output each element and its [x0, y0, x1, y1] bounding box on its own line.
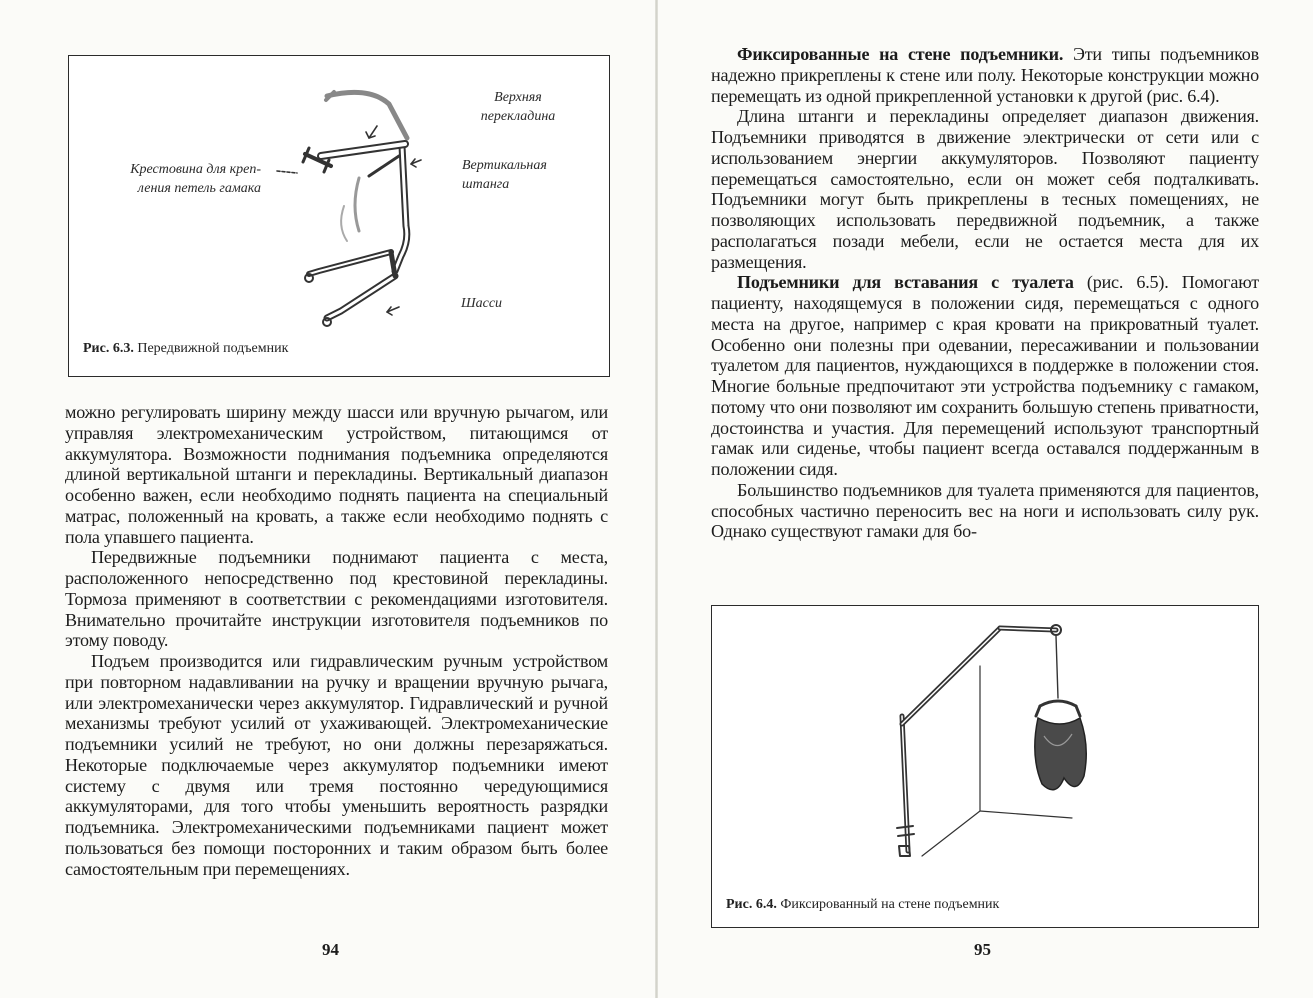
label-chassis: Шасси — [461, 296, 503, 311]
label-top-bar — [464, 88, 572, 126]
wall-lift-illustration — [712, 606, 1258, 927]
right-body-text — [711, 44, 1259, 542]
paragraph — [711, 44, 1259, 106]
paragraph-body: Большинство подъемников для туалета применяются для пациентов, способных частично переносить вес на ноги и использовать силу рук. Однако существуют гамаки для бо- — [711, 479, 1259, 542]
label-top-bar-line1: Верхняя — [494, 90, 542, 105]
caption-label: Рис. 6.4. — [726, 897, 777, 912]
caption-label: Рис. 6.3. — [83, 341, 134, 356]
page-number: 94 — [322, 940, 339, 959]
figure-caption — [83, 341, 288, 357]
paragraph — [711, 106, 1259, 272]
right-page — [658, 0, 1313, 998]
label-vertical-bar — [462, 156, 592, 194]
left-page — [0, 0, 655, 998]
label-top-bar-line2: перекладина — [480, 109, 556, 124]
caption-text: Передвижной подъемник — [137, 341, 289, 356]
paragraph: можно регулировать ширину между шасси или вручную рычагом, или управляя электромеханическим устройством, питающимся от аккумулятора. Возможности поднимания подъемника определяются длиной вертикальной штанги и перекладины. Вертикальный диапазон особенно важен, если необходимо поднять пациента на специальный матрас, положенный на кровать, а также если необходимо поднять с пола упавшего пациента. — [65, 402, 608, 547]
paragraph-body: (рис. 6.5). Помогают пациенту, находящемуся в положении сидя, перемещаться с одного места на другое, например с края кровати на прикроватный туалет. Особенно они полезны при одевании, пересаживании и пользовании туалетом для пациентов, нуждающихся в поддержке в положении стоя. Многие больные предпочитают эти устройства подъемнику с гамаком, потому что они позволяют им сохранить большую степень приватности, достоинства и участия. Для перемещений используют транспортный гамак или сиденье, чтобы пациент всегда оставался поддержанным в положении сидя. — [711, 272, 1259, 479]
paragraph: Передвижные подъемники поднимают пациента с места, расположенного непосредственно под крестовиной перекладины. Тормоза применяют в соответствии с рекомендациями изготовителя. Внимательно прочитайте инструкции изготовителя подъемников по этому поводу. — [65, 547, 608, 651]
figure-wall-lift — [711, 605, 1259, 928]
caption-text: Фиксированный на стене подъемник — [780, 897, 1000, 912]
label-cross-bar-line1: Крестовина для креп- — [130, 162, 261, 177]
paragraph — [711, 272, 1259, 480]
label-vertical-bar-line1: Вертикальная — [462, 158, 547, 173]
figure-caption — [726, 897, 999, 913]
page-number: 95 — [974, 940, 991, 959]
label-vertical-bar-line2: штанга — [462, 177, 510, 192]
label-cross-bar-line2: ления петель гамака — [137, 181, 261, 196]
paragraph-title: Фиксированные на стене подъемники. — [737, 44, 1064, 64]
paragraph-title: Подъемники для вставания с туалета — [737, 272, 1074, 293]
paragraph-body: Длина штанги и перекладины определяет диапазон движения. Подъемники приводятся в движение электрически от сети или с использованием энергии аккумуляторов. Позволяют пациенту перемещаться самостоятельно, если он может себя подталкивать. Подъемники могут быть прикреплены в тесных помещениях, не позволяющих использовать передвижной подъемник, а также располагаться позади мебели, если не остается места для их размещения. — [711, 106, 1259, 272]
paragraph — [711, 480, 1259, 542]
label-cross-bar — [91, 160, 261, 198]
paragraph: Подъем производится или гидравлическим ручным устройством при повторном надавливании на ручку и вращении вручную рычага, или электромеханически через аккумулятор. Гидравлический и ручной механизмы требуют усилий от ухаживающей. Электромеханические подъемники усилий не требуют, но они должны перезаряжаться. Некоторые подключаемые через аккумулятор подъемники имеют систему с двумя или тремя постоянно чередующимися аккумуляторами, для того чтобы уменьшить вероятность разрядки подъемника. Электромеханическими подъемниками пациент может пользоваться без помощи посторонних и таким образом быть более самостоятельным при перемещениях. — [65, 651, 608, 879]
left-body-text — [65, 402, 608, 879]
paragraph-body: Эти типы подъемников надежно прикреплены к стене или полу. Некоторые конструкции можно перемещать из одной прикрепленной установки к другой (рис. 6.4). — [711, 44, 1259, 106]
figure-mobile-lift — [68, 55, 610, 377]
